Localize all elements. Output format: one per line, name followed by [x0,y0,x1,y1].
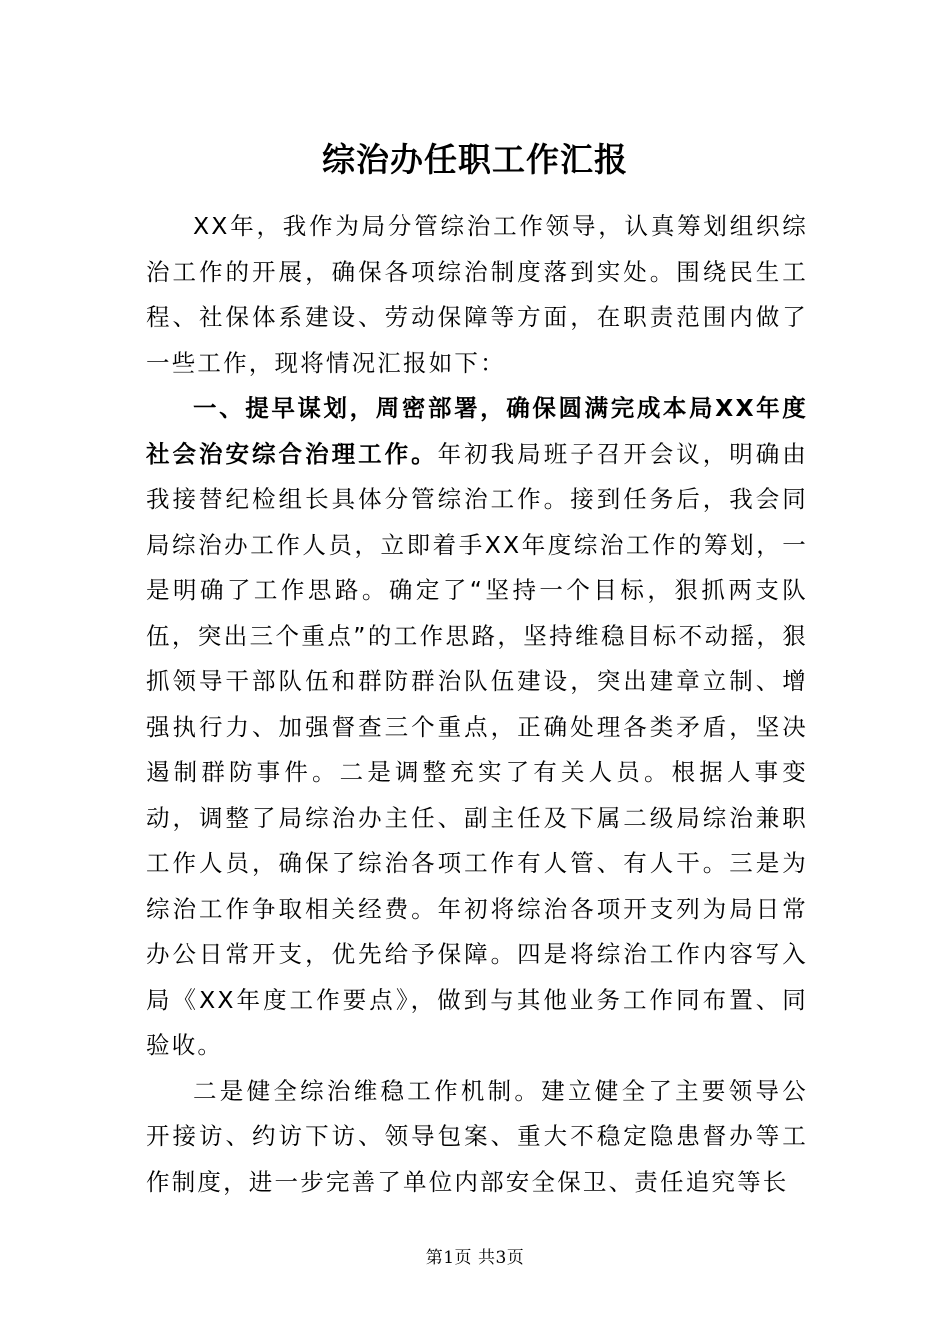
document-title: 综治办任职工作汇报 [322,140,628,179]
intro-paragraph: XX年，我作为局分管综治工作领导，认真筹划组织综治工作的开展，确保各项综治制度落到实处。围绕民生工程、社保体系建设、劳动保障等方面，在职责范围内做了一些工作，现将情况汇报如下： [146,212,808,377]
document-body [146,204,808,1205]
section-one-heading: 一、提早谋划，周密部署，确保圆满完成本局XX年度社会治安综合治理工作。 [146,394,808,468]
section-one-body: 年初我局班子召开会议，明确由我接替纪检组长具体分管综治工作。接到任务后，我会同局综治办工作人员，立即着手XX年度综治工作的筹划，一是明确了工作思路。确定了“坚持一个目标，狠抓两支队伍，突出三个重点”的工作思路，坚持维稳目标不动摇，狠抓领导干部队伍和群防群治队伍建设，突出建章立制、增强执行力、加强督查三个重点，正确处理各类矛盾，坚决遏制群防事件。二是调整充实了有关人员。根据人事变动，调整了局综治办主任、副主任及下属二级局综治兼职工作人员，确保了综治各项工作有人管、有人干。三是为综治工作争取相关经费。年初将综治各项开支列为局日常办公日常开支，优先给予保障。四是将综治工作内容写入局《XX年度工作要点》，做到与其他业务工作同布置、同验收。 [146,439,808,1059]
section-two-paragraph: 二是健全综治维稳工作机制。建立健全了主要领导公开接访、约访下访、领导包案、重大不稳定隐患督办等工作制度，进一步完善了单位内部安全保卫、责任追究等长 [146,1076,808,1196]
section-one-paragraph [146,386,808,1069]
page-footer: 第1页 共3页 [425,1248,525,1268]
